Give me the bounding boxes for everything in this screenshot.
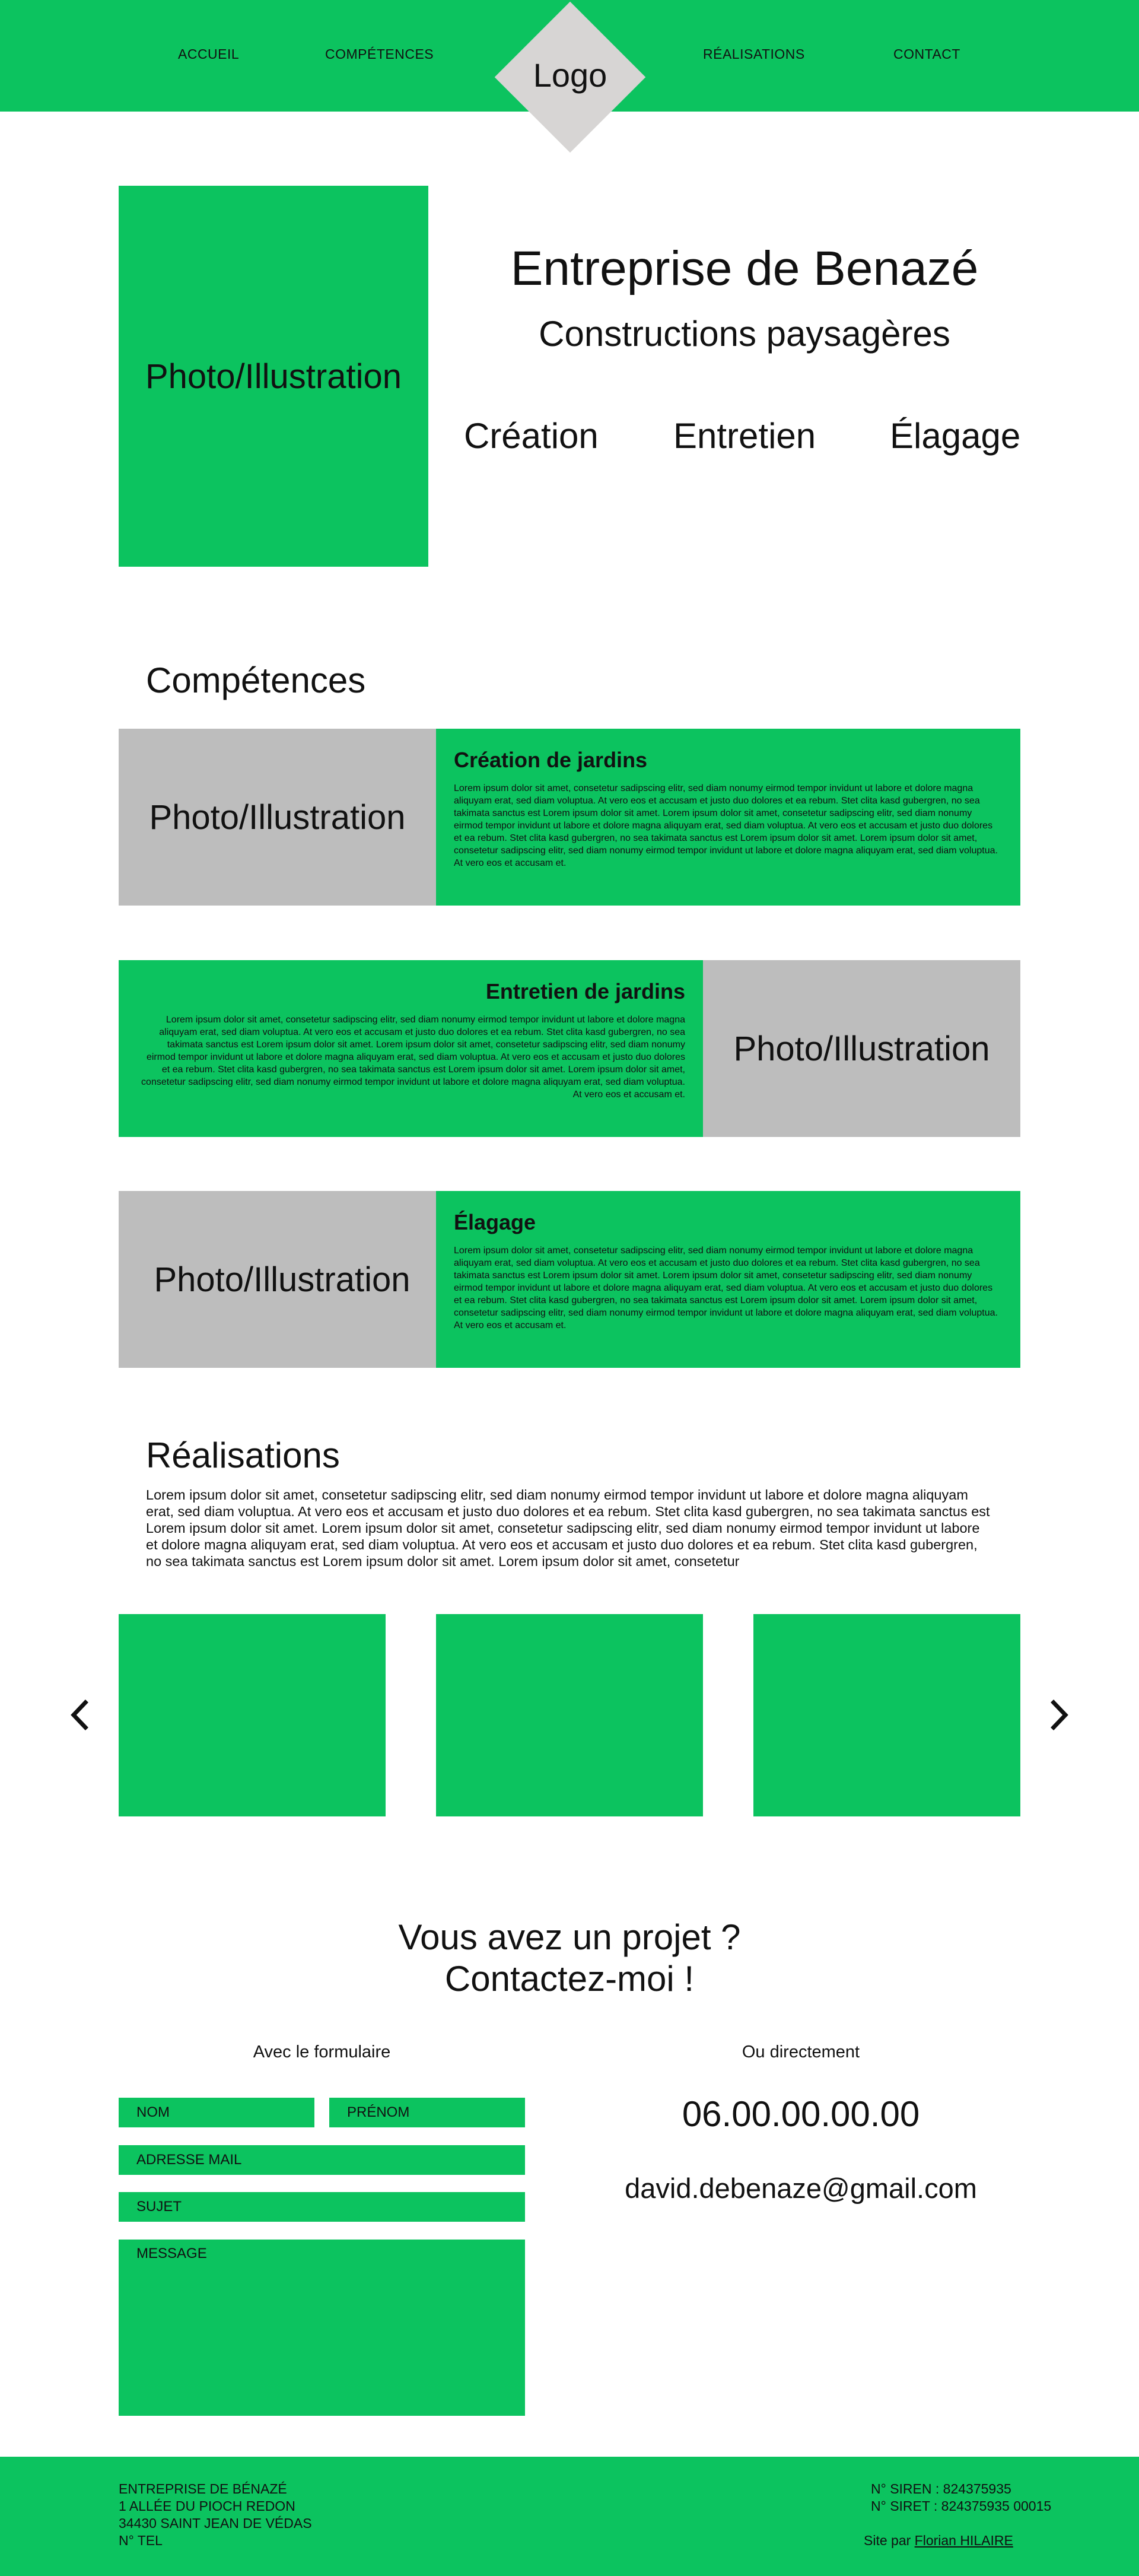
- footer-address: [119, 2480, 312, 2549]
- direct-heading: Ou directement: [742, 2043, 860, 2062]
- skill-entretien-card: [119, 960, 703, 1137]
- logo-text: Logo: [533, 56, 607, 94]
- hero-photo-label: Photo/Illustration: [145, 357, 402, 396]
- skill-creation-card: [436, 729, 1020, 906]
- carousel-card-1[interactable]: [119, 1614, 386, 1816]
- footer-address-city: 34430 SAINT JEAN DE VÉDAS: [119, 2515, 312, 2531]
- contact-title: [0, 1917, 1139, 2000]
- footer-address-company: ENTREPRISE DE BÉNAZÉ: [119, 2481, 287, 2496]
- service-elagage: Élagage: [890, 416, 1021, 456]
- skill-creation-title: Création de jardins: [454, 748, 648, 772]
- footer-legal: [871, 2480, 1051, 2515]
- footer-siret: N° SIRET : 824375935 00015: [871, 2498, 1052, 2514]
- contact-title-line2: Contactez-moi !: [444, 1959, 695, 1999]
- footer: [0, 2457, 1139, 2576]
- skill-elagage-body: Lorem ipsum dolor sit amet, consetetur sadipscing elitr, sed diam nonumy eirmod tempor invidunt ut labore et dolore magna aliquyam erat, sed diam voluptua. At vero eos et accusam et justo duo dolores et ea rebum. Stet clita kasd gubergren, no sea takimata sanctus est Lorem ipsum dolor sit amet. Lorem ipsum dolor sit amet, consetetur sadipscing elitr, sed diam nonumy eirmod tempor invidunt ut labore et dolore magna aliquyam erat, sed diam voluptua. At vero eos et accusam et justo duo dolores et ea rebum. Stet clita kasd gubergren, no sea takimata sanctus est Lorem ipsum dolor sit amet. Lorem ipsum dolor sit amet, consetetur sadipscing elitr, sed diam nonumy eirmod tempor invidunt ut labore et dolore magna aliquyam erat, sed diam voluptua. At vero eos et accusam et.: [454, 1246, 998, 1330]
- skill-elagage-photo: [119, 1191, 436, 1368]
- message-textarea[interactable]: [119, 2240, 525, 2416]
- footer-siren: N° SIREN : 824375935: [871, 2481, 1011, 2496]
- contact-title-line1: Vous avez un projet ?: [398, 1917, 741, 1957]
- skill-elagage-photo-label: Photo/Illustration: [154, 1260, 411, 1299]
- chevron-right-icon: [1045, 1694, 1074, 1736]
- skill-entretien-photo-label: Photo/Illustration: [733, 1029, 990, 1068]
- skill-elagage-title: Élagage: [454, 1210, 536, 1234]
- footer-address-tel: N° TEL: [119, 2533, 163, 2548]
- skill-creation-body: Lorem ipsum dolor sit amet, consetetur sadipscing elitr, sed diam nonumy eirmod tempor invidunt ut labore et dolore magna aliquyam erat, sed diam voluptua. At vero eos et accusam et justo duo dolores et ea rebum. Stet clita kasd gubergren, no sea takimata sanctus est Lorem ipsum dolor sit amet. Lorem ipsum dolor sit amet, consetetur sadipscing elitr, sed diam nonumy eirmod tempor invidunt ut labore et dolore magna aliquyam erat, sed diam voluptua. At vero eos et accusam et justo duo dolores et ea rebum. Stet clita kasd gubergren, no sea takimata sanctus est Lorem ipsum dolor sit amet. Lorem ipsum dolor sit amet, consetetur sadipscing elitr, sed diam nonumy eirmod tempor invidunt ut labore et dolore magna aliquyam erat, sed diam voluptua. At vero eos et accusam et.: [454, 783, 998, 868]
- chevron-left-icon: [65, 1694, 94, 1736]
- footer-credit: [864, 2532, 1013, 2549]
- skill-elagage-card: [436, 1191, 1020, 1368]
- service-creation: Création: [464, 416, 599, 456]
- sujet-input[interactable]: [119, 2192, 525, 2222]
- carousel-card-3[interactable]: [753, 1614, 1020, 1816]
- footer-credit-prefix: Site par: [864, 2533, 911, 2548]
- email-input[interactable]: [119, 2145, 525, 2175]
- realisations-heading: Réalisations: [146, 1435, 340, 1475]
- skill-creation-photo: [119, 729, 436, 906]
- nav-realisations-link[interactable]: RÉALISATIONS: [703, 46, 805, 62]
- nom-input[interactable]: [119, 2098, 314, 2127]
- skill-creation-photo-label: Photo/Illustration: [149, 798, 406, 837]
- competences-heading: Compétences: [146, 660, 366, 700]
- nav-competences-link[interactable]: COMPÉTENCES: [325, 46, 434, 62]
- form-heading: Avec le formulaire: [253, 2043, 391, 2062]
- nav-contact-link[interactable]: CONTACT: [893, 46, 960, 62]
- footer-address-street: 1 ALLÉE DU PIOCH REDON: [119, 2498, 295, 2514]
- nav-accueil-link[interactable]: ACCUEIL: [178, 46, 240, 62]
- carousel-card-2[interactable]: [436, 1614, 703, 1816]
- hero-title: Entreprise de Benazé: [510, 242, 979, 296]
- hero-photo: [119, 186, 428, 567]
- logo[interactable]: [494, 1, 646, 153]
- prenom-input[interactable]: [329, 2098, 525, 2127]
- phone-number[interactable]: 06.00.00.00.00: [682, 2094, 920, 2134]
- carousel-prev-button[interactable]: [65, 1694, 94, 1736]
- footer-credit-link[interactable]: Florian HILAIRE: [914, 2533, 1013, 2548]
- realisations-text: Lorem ipsum dolor sit amet, consetetur sadipscing elitr, sed diam nonumy eirmod tempor invidunt ut labore et dolore magna aliquyam erat, sed diam voluptua. At vero eos et accusam et justo duo dolores et ea rebum. Stet clita kasd gubergren, no sea takimata sanctus est Lorem ipsum dolor sit amet. Lorem ipsum dolor sit amet, consetetur sadipscing elitr, sed diam nonumy eirmod tempor invidunt ut labore et dolore magna aliquyam erat, sed diam voluptua. At vero eos et accusam et justo duo dolores et ea rebum. Stet clita kasd gubergren, no sea takimata sanctus est Lorem ipsum dolor sit amet. Lorem ipsum dolor sit amet, consetetur: [146, 1487, 990, 1569]
- skill-entretien-photo: [703, 960, 1020, 1137]
- service-entretien: Entretien: [673, 416, 816, 456]
- skill-entretien-body: Lorem ipsum dolor sit amet, consetetur sadipscing elitr, sed diam nonumy eirmod tempor invidunt ut labore et dolore magna aliquyam erat, sed diam voluptua. At vero eos et accusam et justo duo dolores et ea rebum. Stet clita kasd gubergren, no sea takimata sanctus est Lorem ipsum dolor sit amet. Lorem ipsum dolor sit amet, consetetur sadipscing elitr, sed diam nonumy eirmod tempor invidunt ut labore et dolore magna aliquyam erat, sed diam voluptua. At vero eos et accusam et justo duo dolores et ea rebum. Stet clita kasd gubergren, no sea takimata sanctus est Lorem ipsum dolor sit amet. Lorem ipsum dolor sit amet, consetetur sadipscing elitr, sed diam nonumy eirmod tempor invidunt ut labore et dolore magna aliquyam erat, sed diam voluptua. At vero eos et accusam et.: [141, 1015, 685, 1100]
- carousel-next-button[interactable]: [1045, 1694, 1074, 1736]
- skill-entretien-title: Entretien de jardins: [485, 979, 685, 1003]
- email-address[interactable]: david.debenaze@gmail.com: [625, 2172, 977, 2204]
- hero-subtitle: Constructions paysagères: [539, 314, 950, 354]
